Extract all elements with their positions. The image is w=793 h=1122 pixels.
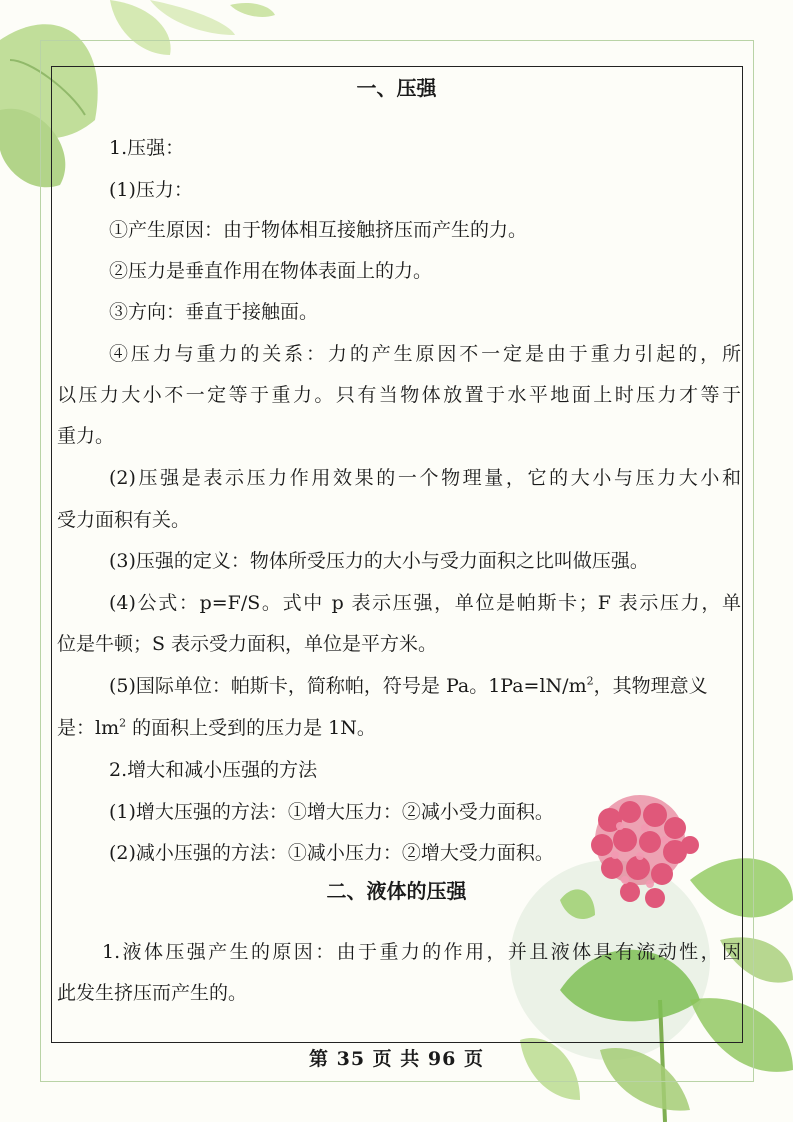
paragraph-line: ②压力是垂直作用在物体表面上的力。 xyxy=(109,260,433,282)
paragraph-line: 位是牛顿；S 表示受力面积，单位是平方米。 xyxy=(57,633,438,655)
paragraph-line: 1.液体压强产生的原因：由于重力的作用，并且液体具有流动性，因 xyxy=(102,941,741,963)
page-number: 第 35 页 共 96 页 xyxy=(309,1048,484,1070)
paragraph-line: ④压力与重力的关系：力的产生原因不一定是由于重力引起的，所 xyxy=(109,343,741,365)
paragraph-line: (4)公式：p=F/S。式中 p 表示压强，单位是帕斯卡；F 表示压力，单 xyxy=(109,592,741,614)
paragraph-line: 2.增大和减小压强的方法 xyxy=(109,759,318,781)
paragraph-line: (1)增大压强的方法：①增大压力：②减小受力面积。 xyxy=(109,801,554,823)
meaning-text: 的面积上受到的压力是 1N。 xyxy=(126,717,376,739)
unit-text: ，其物理意义 xyxy=(593,675,708,697)
paragraph-line: ③方向：垂直于接触面。 xyxy=(109,301,319,323)
paragraph-line: 受力面积有关。 xyxy=(57,509,191,531)
paragraph-line: 重力。 xyxy=(57,425,115,447)
paragraph-line: (2)减小压强的方法：①减小压力：②增大受力面积。 xyxy=(109,842,554,864)
paragraph-line: 以压力大小不一定等于重力。只有当物体放置于水平地面上时压力才等于 xyxy=(57,384,741,406)
paragraph-line: 1.压强： xyxy=(109,137,185,159)
paragraph-line-unit xyxy=(57,674,793,698)
section-title-liquid-pressure: 二、液体的压强 xyxy=(326,879,467,903)
paragraph-line: (2)压强是表示压力作用效果的一个物理量，它的大小与压力大小和 xyxy=(109,467,741,489)
paragraph-line: (3)压强的定义：物体所受压力的大小与受力面积之比叫做压强。 xyxy=(109,550,649,572)
paragraph-line: (1)压力： xyxy=(109,179,193,201)
meaning-text: 是：lm xyxy=(57,717,120,739)
superscript: 2 xyxy=(586,674,594,688)
paragraph-line-meaning xyxy=(57,716,741,740)
unit-text: (5)国际单位：帕斯卡，简称帕，符号是 Pa。1Pa=lN/m xyxy=(109,675,587,697)
paragraph-line: 此发生挤压而产生的。 xyxy=(57,982,248,1004)
section-title-pressure: 一、压强 xyxy=(356,76,437,100)
paragraph-line: ①产生原因：由于物体相互接触挤压而产生的力。 xyxy=(109,219,528,241)
superscript: 2 xyxy=(119,716,127,730)
